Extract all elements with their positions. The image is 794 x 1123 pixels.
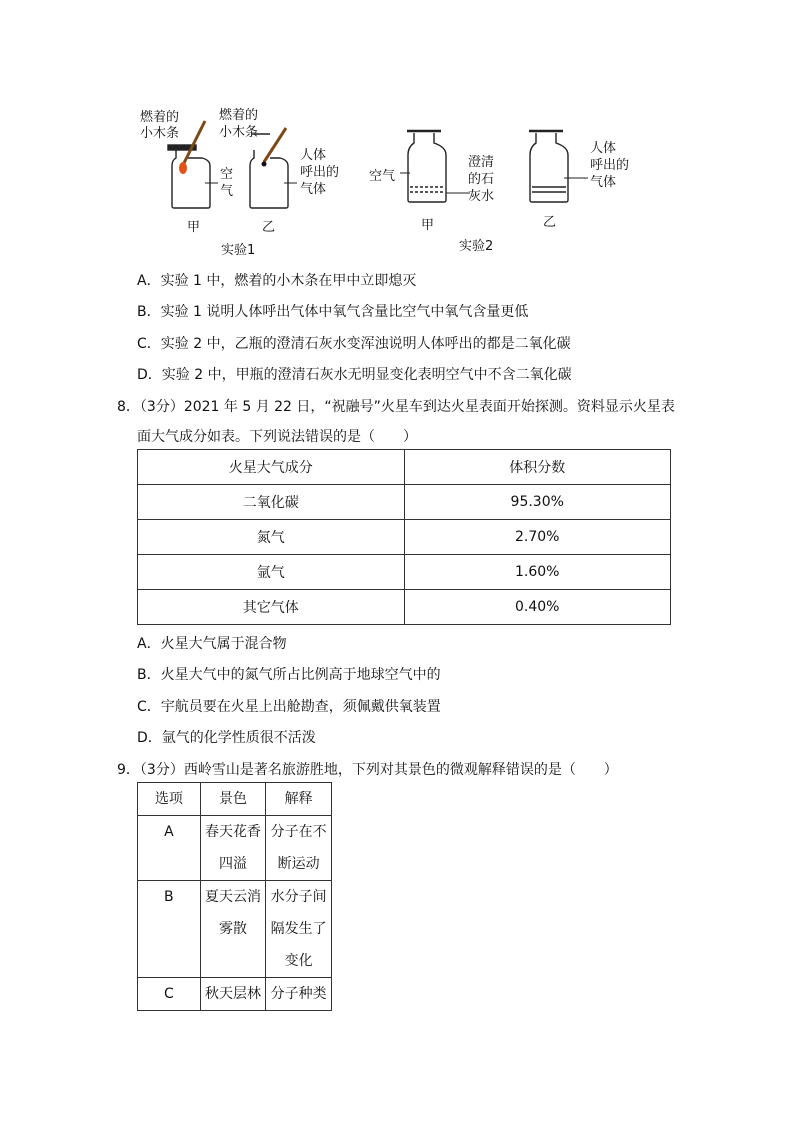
table-header-cell: 体积分数 xyxy=(404,450,671,485)
exp2-label-lime-3: 灰水 xyxy=(468,189,495,204)
table-header-cell: 解释 xyxy=(266,783,332,816)
table-cell xyxy=(266,881,332,978)
table-row xyxy=(138,485,671,520)
q8-option-d: D．氩气的化学性质很不活泼 xyxy=(137,730,316,746)
table-cell xyxy=(200,978,266,1011)
exp1-jar-b-label: 乙 xyxy=(262,220,276,235)
q8-stem-line2: 面大气成分如表。下列说法错误的是（ ） xyxy=(137,429,417,445)
exp1-caption: 实验1 xyxy=(221,243,256,258)
table-cell-line: 隔发生了 xyxy=(270,921,327,937)
table-row xyxy=(138,555,671,590)
exp2-label-breath-3: 气体 xyxy=(590,175,617,190)
exp2-label-lime-2: 的石 xyxy=(468,172,495,187)
exp2-label-lime-1: 澄清 xyxy=(468,155,495,170)
table-cell: 氩气 xyxy=(138,555,405,590)
table-cell-line: 秋天层林 xyxy=(205,986,262,1002)
q8-stem-line1: 8．（3分）2021 年 5 月 22 日，“祝融号”火星车到达火星表面开始探测。资料显示火星表 xyxy=(117,399,675,415)
table-header-row xyxy=(138,783,332,816)
table-cell-line: 变化 xyxy=(284,953,313,969)
exp1-jar-b xyxy=(250,128,288,208)
table-row xyxy=(138,816,332,881)
table-cell: B xyxy=(138,881,201,978)
table-cell xyxy=(200,816,266,881)
exp2-label-air: 空气 xyxy=(369,169,396,184)
table-cell: 0.40% xyxy=(404,590,671,625)
table-cell-line: 四溢 xyxy=(219,856,248,872)
table-cell: 95.30% xyxy=(404,485,671,520)
table-cell-line: 水分子间 xyxy=(270,889,327,905)
exp2-caption: 实验2 xyxy=(459,239,494,254)
table-cell xyxy=(266,816,332,881)
q8-option-b: B．火星大气中的氮气所占比例高于地球空气中的 xyxy=(137,667,441,683)
table-cell xyxy=(200,881,266,978)
mars-atmosphere-table xyxy=(137,449,671,625)
table-cell: 2.70% xyxy=(404,520,671,555)
scenery-table xyxy=(137,782,332,1011)
q8-option-c: C．宇航员要在火星上出舱勘查，须佩戴供氧装置 xyxy=(137,699,441,715)
table-row xyxy=(138,520,671,555)
table-row xyxy=(138,978,332,1011)
q7-option-c: C．实验 2 中，乙瓶的澄清石灰水变浑浊说明人体呼出的都是二氧化碳 xyxy=(137,336,571,352)
exp2-label-breath-1: 人体 xyxy=(590,141,617,156)
q8-option-a: A．火星大气属于混合物 xyxy=(137,636,287,652)
table-row xyxy=(138,881,332,978)
table-cell: 其它气体 xyxy=(138,590,405,625)
table-cell-line: 分子在不 xyxy=(270,824,327,840)
table-cell: 1.60% xyxy=(404,555,671,590)
table-cell-line: 夏天云消 xyxy=(205,889,262,905)
q9-stem: 9．（3分）西岭雪山是著名旅游胜地，下列对其景色的微观解释错误的是（ ） xyxy=(117,762,618,778)
table-cell-line: 春天花香 xyxy=(205,824,262,840)
experiment-diagram xyxy=(0,0,794,260)
flame-shape xyxy=(179,162,187,174)
exp1-label-air-1: 空 xyxy=(220,167,234,182)
table-cell: 氮气 xyxy=(138,520,405,555)
table-header-row xyxy=(138,450,671,485)
q7-option-a: A．实验 1 中，燃着的小木条在甲中立即熄灭 xyxy=(137,273,417,289)
q7-option-b: B．实验 1 说明人体呼出气体中氧气含量比空气中氧气含量更低 xyxy=(137,304,529,320)
exp1-label-burning-b: 燃着的 xyxy=(219,108,259,123)
q7-option-d: D．实验 2 中，甲瓶的澄清石灰水无明显变化表明空气中不含二氧化碳 xyxy=(137,367,572,383)
exp2-jar-b-label: 乙 xyxy=(543,215,557,230)
table-header-cell: 选项 xyxy=(138,783,201,816)
exp1-label-stick-a: 小木条 xyxy=(140,126,180,141)
exp2-jar-a-label: 甲 xyxy=(421,218,435,233)
exp1-label-breath-2: 呼出的 xyxy=(300,165,340,180)
table-cell-line: 断运动 xyxy=(277,856,320,872)
exp1-label-stick-b: 小木条 xyxy=(219,125,259,140)
exp1-label-air-2: 气 xyxy=(220,184,234,199)
experiment-diagram-svg xyxy=(0,0,794,260)
table-header-cell: 景色 xyxy=(200,783,266,816)
exp2-label-breath-2: 呼出的 xyxy=(590,158,630,173)
table-cell: A xyxy=(138,816,201,881)
exp1-label-breath-3: 气体 xyxy=(300,182,327,197)
table-cell-line: 分子种类 xyxy=(270,986,327,1002)
table-cell-line: 雾散 xyxy=(219,921,248,937)
exp2-jar-a xyxy=(400,131,446,202)
table-cell xyxy=(266,978,332,1011)
exp1-label-breath-1: 人体 xyxy=(300,148,327,163)
table-cell: 二氧化碳 xyxy=(138,485,405,520)
table-cell: C xyxy=(138,978,201,1011)
table-header-cell: 火星大气成分 xyxy=(138,450,405,485)
table-row xyxy=(138,590,671,625)
exp1-label-burning-a: 燃着的 xyxy=(140,110,180,125)
exp1-jar-a-label: 甲 xyxy=(187,220,201,235)
exp2-jar-b xyxy=(529,131,588,202)
